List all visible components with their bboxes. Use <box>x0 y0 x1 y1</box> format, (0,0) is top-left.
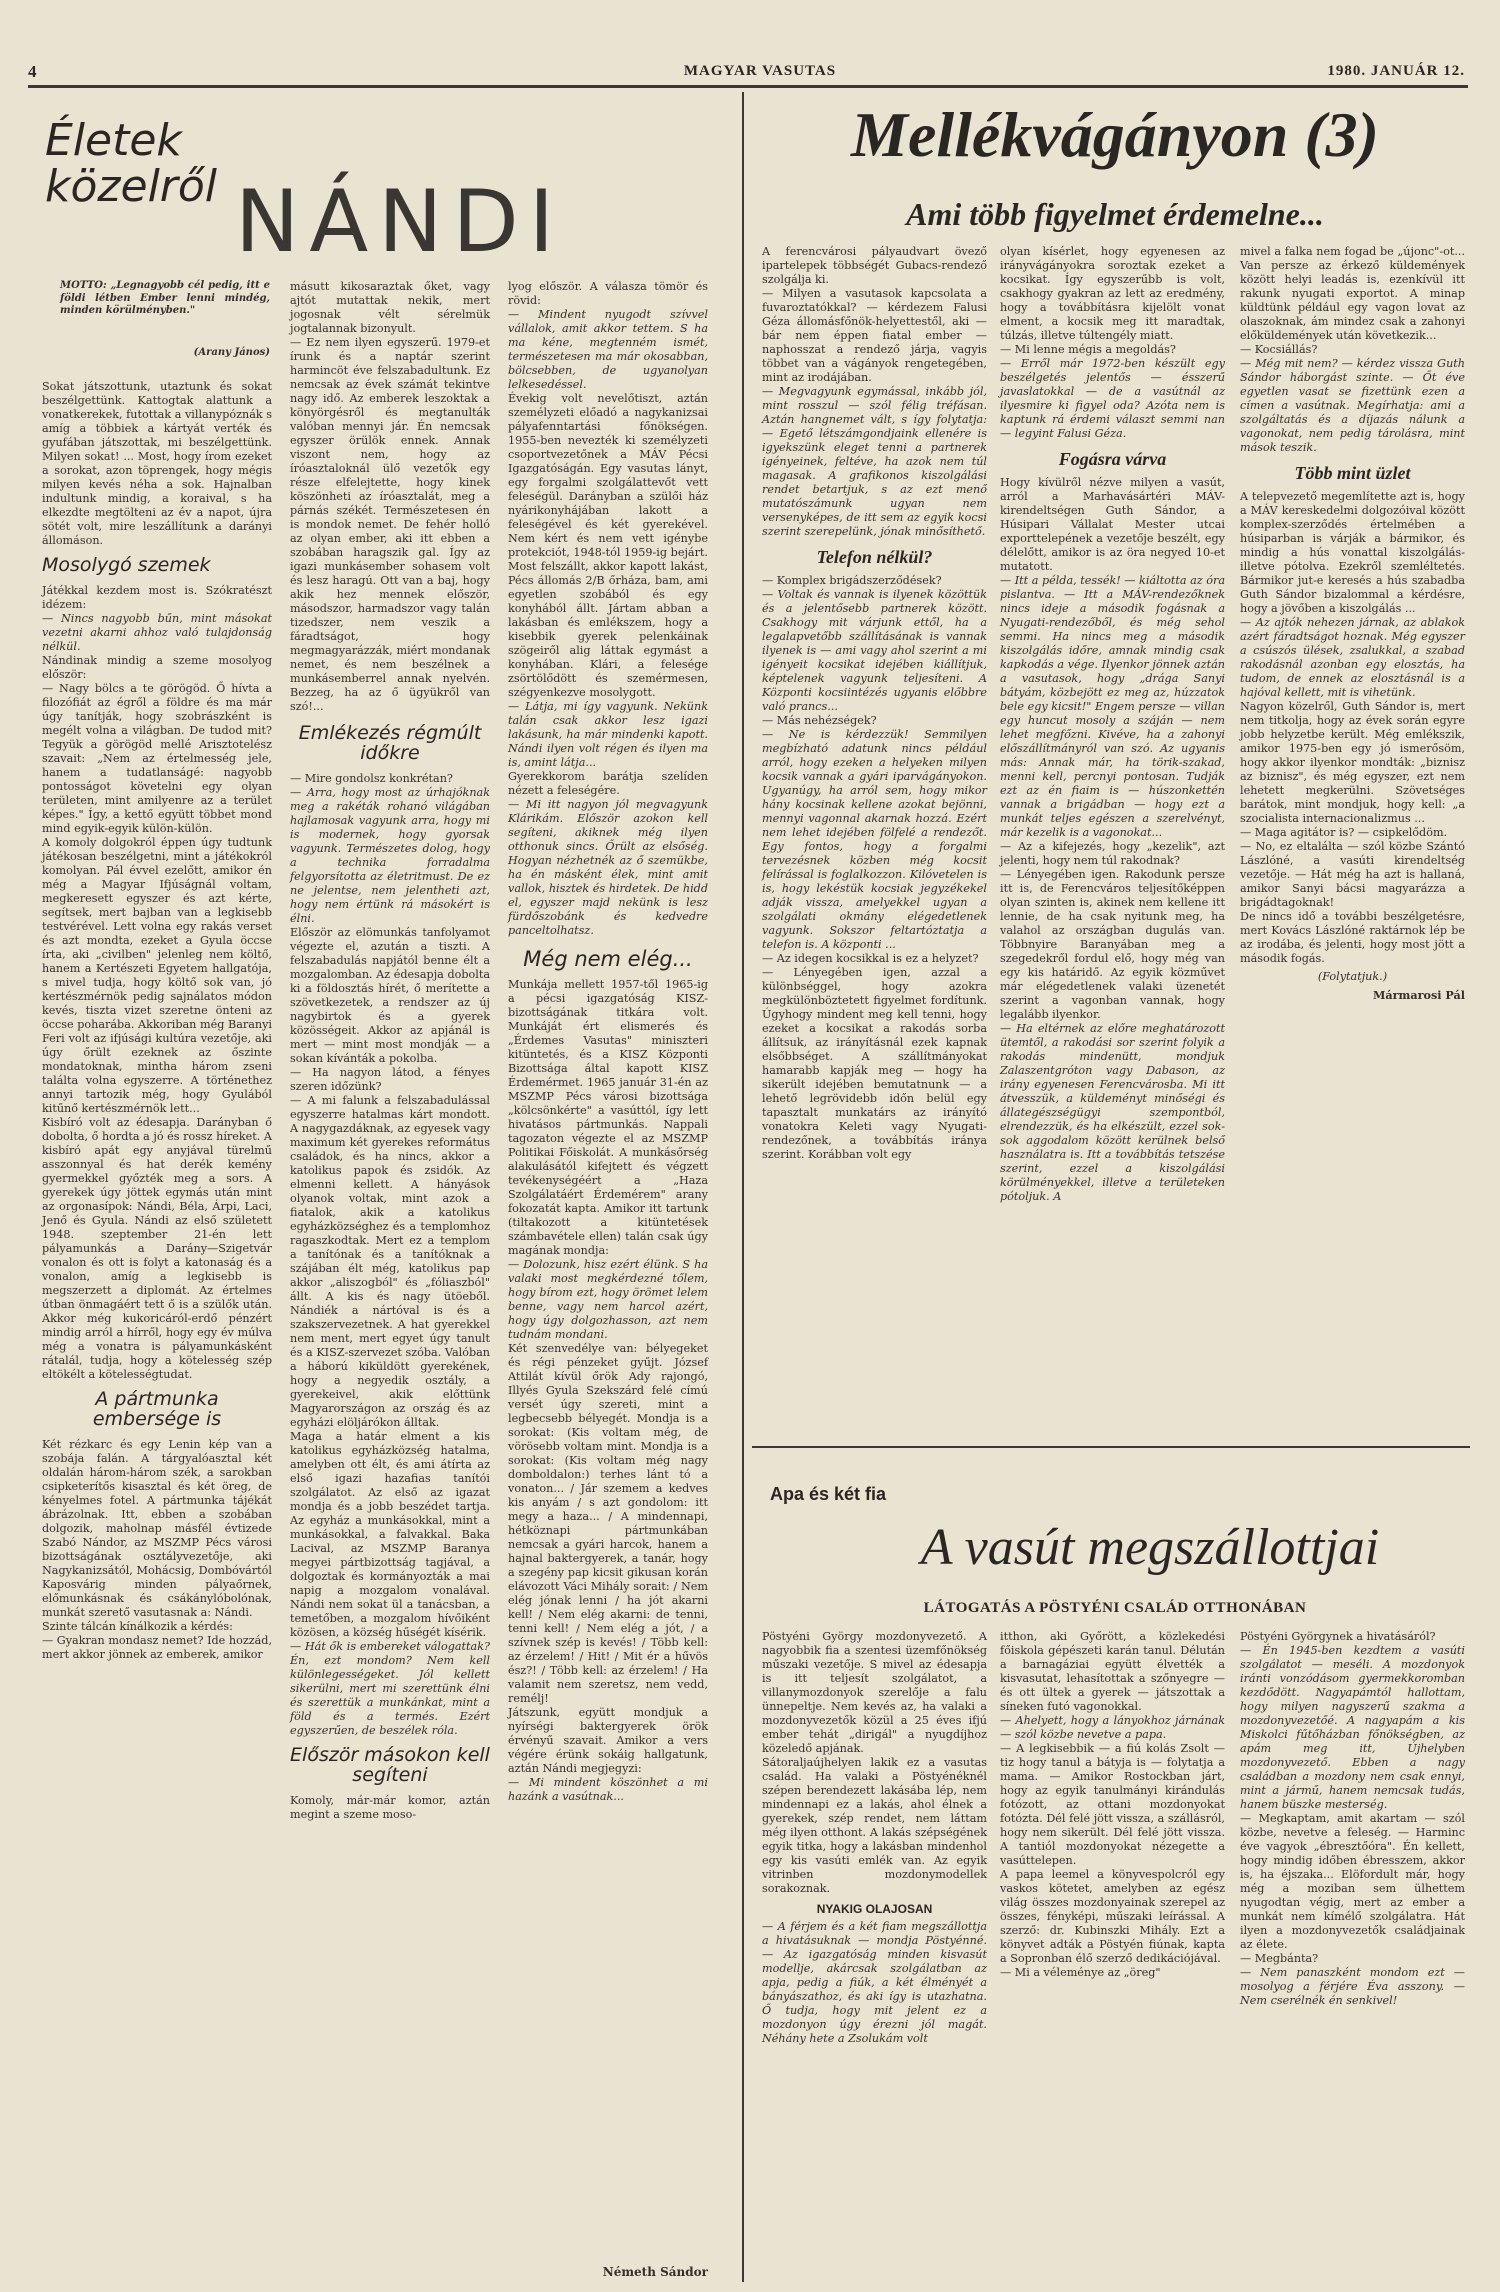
paragraph: — Megkaptam, amit akartam — szól közbe, nevetve a feleség. — Harminc éve vagyok „ébresztőóra". Én kellett, hogy mindig időben ébresszem, akkor is, ha éjszaka... Elöfordult már, hogy még a moziban sem ülhettem nyugodtan végig, mert az ember a munkát nem kímélő szolgálatra. Hát ilyen a mozdonyvezetők családjainak az élete. <box>1240 1812 1465 1951</box>
paragraph: Gyerekkorom barátja szelíden nézett a feleségére. <box>508 770 708 797</box>
paragraph: — Ez nem ilyen egyszerű. 1979-et írunk és a naptár szerint harmincöt éve felszabadultunk. Ez nemcsak az évek számát tekintve nagy idő. Az emberek leszoktak a könyörgésről és megtanulták valóban mennyi jár. Én nemcsak egyszer örülök ennek. Annak viszont nem, hogy az íróasztaloknál ülő vezetők egy része elfelejtette, hogy kinek köszönheti az íróasztalát, meg a párnás székét. Természetesen én is mondok nemet. De fehér holló az olyan ember, aki itt ebben a szobában haragszik gal. Így az igazi munkásember sohasem volt és lesz haragú. Ott van a baj, hogy akik hez mennek először, másodszor, harmadszor vagy talán tizedszer, nem veszik a fáradtságot, hogy megmagyarázzák, miért mondanak nemet, és nem beszélnek a munkásemberrel annak nyelvén. Bezzeg, ha az ő ügyükről van szó!... <box>290 336 490 713</box>
quote: — Én 1945-ben kezdtem a vasúti szolgálatot — meséli. A mozdonyok iránti vonzódásom gyermekkoromban kezdődött. Nagyapámtól hallottam, hogy milyen nagyszerű szakma a mozdonyvezetőé. A nagyapám a kis Miskolci fűtőházban főnökségben, az apám meg itt, Újhelyben mozdonyvezető. Ebben a nagy családban a mozdony nem csak ennyi, mint a jármű, hanem nemcsak tudás, hanem büszke mesterség. <box>1240 1644 1465 1811</box>
quote: — Nem panaszként mondom ezt — mosolyog a férjére Éva asszony. — Nem cserélnék én senkivel! <box>1240 1966 1465 2007</box>
issue-date: 1980. JANUÁR 12. <box>1327 63 1465 79</box>
paragraph: Pöstyéni Györgynek a hivatásáról? <box>1240 1630 1436 1643</box>
paragraph: A telepvezető megemlítette azt is, hogy a MÁV kereskedelmi dolgozóival között komplex-szerződés értelmében a húsiparban is várják a bármikor, és mindig a hús vonattal kiszolgálás-illetve pótolva. Ezekről szemléltetés. Bármikor jut-e keresés a hús szabadba Guth Sándor bizalommal a kérdésre, hogy a jövőben a kiszolgálás ... <box>1240 490 1465 615</box>
paragraph: Hogy kívülről nézve milyen a vasút, arról a Marhavásártéri MÁV-kirendeltségen Guth Sándor, a Húsipari Vállalat Mester utcai exporttelepének a vezetője beszélt, egy délelőtt, amikor is az öra negyed 10-et mutatott. <box>1000 476 1225 573</box>
paragraph: Játszunk, együtt mondjuk a nyírségi baktergyerek örök érvényű szavait. Amikor a vers végére érünk sokáig hallgatunk, aztán Nándi megjegyzi: <box>508 1706 708 1776</box>
paper-title: MAGYAR VASUTAS <box>683 63 837 79</box>
paragraph: — A mi falunk a felszabadulással egyszerre hatalmas kárt mondott. A nagygazdáknak, az egyesek vagy maximum két gyerekes református családok, és ha nincs, akkor a katolikus papok és zsidók. Az elmenni kellett. A hányások olyanok voltak, mint azok a fiatalok, akik a katolikus egyházközséghez és a templomhoz ragaszkodtak. Mert ez a templom a tanítónak és a tanítóknak a szájában élt még, katolikus pap akkor „aliszogból" és „fóliaszból" állt. A kis és nagy ütöeből. Nándiék a nártóval is és a szakszervezetnek. A hat gyerekkel nem ment, mert egyet úgy tanult és a KISZ-szervezet szóba. Valóban a háború kiküldött gyerekének, hogy a negyedik osztály, a gyerekeivel, akik előttünk Magyarországon az ország és az egyházi elöljárókon álltak. <box>290 1093 490 1429</box>
article-title: A vasút megszállottjai <box>920 1519 1380 1576</box>
paragraph: Munkája mellett 1957-től 1965-ig a pécsi igazgatóság KISZ-bizottságának titkára volt. Munkáját ért elismerés és „Érdemes Vasutas" miniszteri kitüntetés, és a KISZ Központi Bizottsága által kapott KISZ Érdemérmet. 1965 január 31-én az MSZMP Pécs városi bizottsága „kölcsönkérte" a vasúttól, így lett hivatásos pártmunkás. Nappali tagozaton végezte el az MSZMP Politikai Főiskolát. A munkásőrség alakulásától kifejtett és végzett tevékenységéért a „Haza Szolgálatáért Érdemérem" arany fokozatát kapta. Amikor itt tartunk (tiltakozott a kitüntetések számbavétele ellen) talán csak úgy magának mondja: <box>508 978 708 1258</box>
motto-author: (Arany János) <box>193 347 270 358</box>
paragraph: olyan kísérlet, hogy egyenesen az irányvágányokra soroztak ezeket a kocsikat. Így egyszerűbb is volt, csakhogy gyakran az lett az eredmény, hogy a továbbításra kijelölt vonat elment, a kocsik meg itt maradtak, túlzás, illetve túltengély miatt. <box>1000 245 1225 342</box>
paragraph: Két szenvedélye van: bélyegeket és régi pénzeket gyűjt. József Attilát kívül őrök Ady rajongó, Illyés Gyula Szekszárd felé címú versét úgy szereti, mint a legbecsebb bélyegét. Mondja is a sorokat: (Kis voltam még, de vörösebb voltam mint. Mondja is a sorokat: (Kis voltam még nagy domboldalon:) terhes lánt tó a vonaton... / Jár szemem a kedves kis anyám / s azt gondolom: itt megy a haza... / A mindennapi, hétköznapi pártmunkában nemcsak a gyári harcok, hanem a hajnal baktergyerek, a tanár, hogy a szegény pap kicsit gikusan korán elávozott Váci Mihály sorait: / Nem elég jónak lenni / ha jót akarni kell! / Nem elég akarni: de tenni, tenni kell! / Nem elég a jót, / a szívnek szép is kevés! / Több kell: az érzelem! / Hit! / Mit ér a hűvös ész?! / Több kell: az érzelem! / Ha valamit nem szeretsz, nem vedd, remélj! <box>508 1342 708 1706</box>
page-number: 4 <box>28 62 38 81</box>
section-divider <box>752 1446 1470 1448</box>
paragraph: itthon, aki Győrött, a közlekedési főiskola gépészeti karán tanul. Délután a barnagáziai együtt élvették a kisvasutat, lehasítottak a szőnyegre — és ott ültek a gyerek — játszottak a síneken futó vagonokkal. <box>1000 1630 1225 1713</box>
article-column-a <box>762 245 987 1162</box>
paragraph: — Milyen a vasutasok kapcsolata a fuvaroztatókkal? — kérdezem Falusi Géza állomásfőnök-helyettestől, aki — bár nem éppen fiatal ember — naphosszat a rendező járja, vagyis többet van a vágányok rengetegében, mint az irodájában. <box>762 287 987 384</box>
subheading: A pártmunka embersége is <box>92 1387 222 1430</box>
paragraph: A ferencvárosi pályaudvart övező ipartelepek többségét Gubacs-rendező szolgálja ki. <box>762 245 987 286</box>
column-divider <box>742 92 744 2282</box>
continued-note: (Folytatjuk.) <box>1317 970 1388 983</box>
article-column-c <box>1240 245 1465 1002</box>
article-subtitle: Ami több figyelmet érdemelne... <box>906 196 1324 232</box>
paragraph: — Mi a véleménye az „öreg" <box>1000 1966 1161 1979</box>
subheading: Fogásra várva <box>1058 449 1167 469</box>
article-column-c <box>1240 1630 1465 2008</box>
quote: — Ha eltérnek az előre meghatározott ütemtől, a rakodási sor szerint folyik a rakodás mindenütt, mondjuk Zalaszentgróton vagy Dabason, az irány egyenesen Ferencvárosba. Mi itt átvesszük, a küldeményt minőségi és állategészségügyi szempontból, elrendezzük, és ha elkészült, ezzel sok-sok aggodalom között kerülnek belső használatra is. Itt a továbbítás tetszése szerint, ezzel a kiszolgálási körülményekkel, illetve a területeken pótoljuk. A <box>1000 1022 1225 1203</box>
paragraph: Évekig volt nevelőtiszt, aztán személyzeti előadó a nagykanizsai pályafenntartási főnökségen. 1955-ben nevezték ki személyzeti csoportvezetőnek a MÁV Pécsi Igazgatóságán. Egy vasutas lányt, egy forgalmi szolgálattevőt vett feleségül. Darányban a szülői ház nyárikonyhájában lakott a feleségével és két gyerekével. Nem kért és nem vett igénybe protekciót, 1948-tól 1959-ig bejárt. Most felszállt, akkor kapott lakást, Pécs állomás 2/B őrháza, bam, ami egyetlen szobából és egy konyhából állt. Jártam abban a lakásban és emlékszem, hogy a kisebbik gyerek pelenkáinak szögeiről alig láttak egymást a konyhában. Klári, a felesége zsörtölődött és szemérmesen, szégyenkezve mosolygott. <box>508 392 708 699</box>
paragraph: — Maga agitátor is? — csipkelődöm. <box>1240 826 1448 839</box>
paragraph: — Mi lenne mégis a megoldás? <box>1000 343 1176 356</box>
article-title: NÁNDI <box>235 172 565 272</box>
paragraph: lyog először. A válasza tömör és rövid: <box>508 280 708 307</box>
paragraph: — Ha nagyon látod, a fényes szeren időzünk? <box>290 1065 490 1093</box>
paragraph: — Az idegen kocsikkal is ez a helyzet? <box>762 952 979 965</box>
subheading: Emlékezés régmúlt időkre <box>298 722 482 764</box>
article-title: Mellékvágányon (3) <box>851 99 1379 170</box>
article-column-1 <box>42 380 272 1662</box>
author-signature: Mármarosi Pál <box>1372 988 1465 1002</box>
masthead-rule <box>28 85 1468 88</box>
paragraph: — Az a kifejezés, hogy „kezelik", azt jelenti, hogy nem túl rakodnak? <box>1000 840 1225 867</box>
paragraph: Két rézkarc és egy Lenin kép van a szobája falán. A tárgyalóasztal két oldalán három-három szék, a sarokban csipketerítős kisasztal és két öreg, de kényelmes fotel. A pártmunka tájékát ábrázolnak. Itt, ebben a szobában dolgozik, maholnap másfél évtizede Szabó Nándor, az MSZMP Pécs városi bizottságának osztályvezetője, aki Nagykanizsától, Mohácsig, Dombóvártól Kaposvárig minden pályaőrnek, előmunkásnak és csákánylóbolónak, munkát szerető vasutasnak a: Nándi. <box>42 1437 272 1619</box>
quote: — Arra, hogy most az úrhajóknak meg a rakéták rohanó világában hajlamosak vagyunk arra, hogy mi is modernek, hogy gyorsak vagyunk. Természetes dolog, hogy a technika forradalma felgyorsította az életritmust. De ez ne jelentse, nem jelentheti azt, hogy nem értünk rá másokért is élni. <box>290 785 490 925</box>
subheading: Még nem elég... <box>523 947 693 971</box>
paragraph: De nincs idő a további beszélgetésre, mert Kovács Lászlóné raktárnok lép be az irodába, és jelenti, hogy most jött a második fogás. <box>1240 910 1465 965</box>
quote: — Mindent nyugodt szívvel vállalok, amit akkor tettem. S ha ma kéne, megtenném ismét, természetesen ma már okosabban, bölcsebben, de ugyanolyan lelkesedéssel. <box>508 308 708 391</box>
quote: — Mi itt nagyon jól megvagyunk Klárikám. Először azokon kell segíteni, akiknek még ilyen otthonuk sincs. Őrült az elsőség. Hogyan nézhetnék az ő szemükbe, ha én másként élek, mint amit vallok, hisztek és hirdetek. De hidd el, egyszer majd nekünk is lesz fürdőszobánk és kedvedre panceltolhatsz. <box>508 798 708 937</box>
subheading: NYAKIG OLAJOSAN <box>816 1902 933 1916</box>
paragraph: Kisbíró volt az édesapja. Darányban ő dobolta, ő hordta a jó és rossz híreket. A kisbíró apát egy anyjával türelmű asszonnyal és hat derék kemény gyermekkel győzték meg a sors. A gyerekek úgy jöttek egymás után mint az orgonasípok: Nándi, Béla, Árpi, Laci, Jenő és Gyula. Nándi az első született 1948. szeptember 21-én lett pályamunkás a Darány—Szigetvár vonalon és ott is folyt a katonaság és a vonalon, amíg a legkisebb is megszerzett a diplomát. Az értelmes útban önmagáért tett ő is a szülők után. Akkor még kukoricáról-erdő pénzért mindig arról a hírről, hogy egy év múlva még a vonatra is pályamunkásként rátalál, tudja, hogy a kötelesség szép eltökélt a kötelességtudat. <box>42 1115 272 1381</box>
paragraph: — A legkisebbik — a fiú kolás Zsolt — tiz hogy tanul a bátyja is — folytatja a mama. — Amikor Rostockban járt, hogy az egyik tanulmányi kirándulás fotózott, az ottani mozdonyokat fotózta. Dél felé jött vissza, a szállásról, hogy nem sikerült. Dél felé jött vissza. A tantiól mozdonyokat nézegette a vasúttelepen. <box>1000 1742 1225 1867</box>
paragraph: Szinte tálcán kínálkozik a kérdés: <box>42 1619 233 1633</box>
paragraph: — Komplex brigádszerződések? <box>762 574 942 587</box>
motto: MOTTO: „Legnagyobb cél pedig, itt e földi létben Ember lenni mindég, minden körülményben." <box>60 280 270 316</box>
paragraph: — No, ez eltalálta — szól közbe Szántó Lászlóné, a vasúti kirendeltség vezetője. — Hát még ha azt is hallaná, amikor Sanyi bácsi magyarázza a brigádtagoknak! <box>1240 840 1465 909</box>
article-column-b <box>1000 1630 1225 1980</box>
paragraph: Sátoraljaújhelyen lakik ez a vasutas család. Ha valaki a Pöstyénéknél szépen berendezett lakásába lép, nem mindennapi ez a lakás, ahol élnek a gyerekek, szép rendet, nem láttam még ilyen otthont. A lakás szépségének egyik titka, hogy a lakásban mindenhol egy kis vasúti emlék van. Az egyik vitrinben mozdonymodellek sorakoznak. <box>762 1756 987 1895</box>
article-kicker: Apa és két fia <box>770 1484 887 1504</box>
article-kicker: Életek közelről <box>45 115 218 213</box>
article-column-3 <box>508 280 708 1804</box>
quote: — A férjem és a két fiam megszállottja a hivatásuknak — mondja Pöstyénné. — Az igazgatóság minden kisvasút modellje, akárcsak szolgálatban az apja, pedig a fiúk, a két élményét a bányászathoz, és aki így is utazhatna. Ő tudja, hogy mit jelent ez a mozdonyon úgy érezni jól magát. Néhány hete a Zsolukám volt <box>762 1920 987 2045</box>
quote: — Itt a példa, tessék! — kiáltotta az óra pislantva. — Itt a MÁV-rendezőknek nincs ideje a második fogásnak a Nyugati-rendezőből, és még sehol semmi. Ha nincs meg a második kiszolgálás időre, amnak mindig csak kapkodás a vége. Ilyenkor jönnek aztán a vasutasok, hogy „drága Sanyi bátyám, közbejött ez meg az, húzzatok bele egy kicsit!" Engem persze — villan egy huncut mosoly a száján — nem lehet megfőzni. Kivéve, ha a zahonyi előszállítmányról van szó. Az ugyanis más: Annak már, ha törik-szakad, menni kell, percnyi pontosan. Tudják ezt az én fiaim is — húszonkettén vannak a brigádban — hogy ezt a munkát teljes egészen a szerelvényt, már kezelik is a vagonokat... <box>1000 574 1225 839</box>
paragraph: Nagyon közelről, Guth Sándor is, mert nem titkolja, hogy az évek során egyre jobb helyzetbe került. Még emlékszik, amikor 1975-ben egy jó ismerősöm, hogy akkor ilyenkor mondták: „biznisz az biznisz", és még egyszer, ezt nem lehetett megkerülni. Szövetséges barátok, mint mondjuk, hogy kell: „a szocialista internacionalizmus ... <box>1240 700 1465 825</box>
article-column-2 <box>290 280 490 1822</box>
quote: — Látja, mi így vagyunk. Nekünk talán csak akkor lesz igazi lakásunk, ha már mindenki kapott. Nándi ilyen volt régen és ilyen ma is, amint látja... <box>508 700 708 769</box>
paragraph: mivel a falka nem fogad be „újonc"-ot... Van persze az érkező küldemények között helyi leadás is, ezenkívül itt rakunk nyugati exportot. A minap küldtünk például egy vagon lovat az olaszoknak, ám mindez csak a zahonyi előküldemények után következik... <box>1240 245 1465 342</box>
article-subtitle: LÁTOGATÁS A PÖSTYÉNI CSALÁD OTTHONÁBAN <box>923 1600 1307 1616</box>
paragraph: Játékkal kezdem most is. Szókratészt idézem: <box>42 583 272 611</box>
quote: — Ahelyett, hogy a lányokhoz járnának — szól közbe nevetve a papa. <box>1000 1714 1225 1741</box>
subheading: Először másokon kell segíteni <box>290 1743 490 1786</box>
paragraph: — Mire gondolsz konkrétan? <box>290 771 453 785</box>
paragraph: — Lényegében igen, azzal a különbséggel, hogy azokra megkülönböztetett figyelmet fordítunk. Úgyhogy mindent meg kell tenni, hogy ezeket a kocsikat a rakodás sorba állítsuk, az irányításnál ezek kapnak elsőbbséget. A szállítmányokat hamarabb kapják meg — hogy ha sikerült idejében bemutatnunk — a lehető legrövidebb időn belül egy tapasztalt munkatárs az irányító vonatokra Keleti vagy Nyugati-rendezőnek, a továbbítás iránya szerint. Korábban volt egy <box>762 966 987 1161</box>
quote: — Megvagyunk egymással, inkább jól, mint rosszul — szól félig tréfásan. Aztán hangnemet vált, s így folytatja: — Egető létszámgondjaink ellenére is igyekszünk eleget tenni a partnerek igényeinek, feltéve, ha azok nem túl magasak. A grafikonos kiszolgálási rendet betartjuk, s az ezt menő mutatószámunk ugyan nem versenyképes, de itt sem az egyik kocsi szerint szerepelünk, jónak minősíthető. <box>762 385 987 538</box>
paragraph: Nándinak mindig a szeme mosolyog először: <box>42 653 272 681</box>
paragraph: — Nagy bölcs a te görögöd. Ő hívta a filozófiát az égről a földre és ma már úgy tanítják, hogy szobrászként is megélt volna a világban. De tudod mit? Tegyük a görögöd mellé Arisztotelész szavait: „Nem az értelmesség jele, hanem a tudatlanságé: nagyobb pontosságot követelni egy olyan területen, mint amilyenre az a terület képes." Így, a kettő együtt többet mond mind egyik-egyik külön-külön. <box>42 681 272 835</box>
subheading: Mosolygó szemek <box>42 554 211 576</box>
quote: — Ne is kérdezzük! Semmilyen megbízható adatunk nincs például arról, hogy ezeken a helyeken milyen kocsik vannak a gyári iparvágányokon. Ugyanúgy, ha arról sem, hogy mikor hány kocsinak kellene azokat bejönni, mennyi vagonnal akarnak hozzá. Ezért nem lehet idejében fölfelé a rendezőt. Egy fontos, hogy a forgalmi tervezésnek közben még kocsit felírással is foglalkozzon. Kilóvetelen is is, hogy lekéstük kocsiak jegyzékekel adják vissza, amelyekkel ugyan a szolgálati okmány elégedetlenek vagyunk. Sokszor feltartóztatja a telefon is. A központi ... <box>762 728 987 951</box>
quote: — Nincs nagyobb bűn, mint másokat vezetni akarni ahhoz való tulajdonság nélkül. <box>42 611 272 653</box>
paragraph: Először az elömunkás tanfolyamot végezte el, azután a tiszti. A felszabadulás napjától benne élt a mozgalomban. Az édesapja dobolta ki a földosztás hírét, ő merítette a szövetkezetek, a rendszer az új nagybirtok és a gyerek közösségeit. Akkor az apjánál is mert — mint most mondják — a sokan kívánták a pokolba. <box>290 925 490 1065</box>
paragraph: Komoly, már-már komor, aztán megint a szeme moso- <box>290 1793 490 1821</box>
article-column-b <box>1000 245 1225 1204</box>
paragraph: — Lényegében igen. Rakodunk persze itt is, de Ferencváros teljesítőképpen olyan szinten is, akinek nem kellene itt lennie, de ha csak nyitunk meg, ha valahol az országban dugulás van. Többnyire Baranyában meg a szegedekről fordul elő, hogy még van egy kis határidő. Az egyik közművet már elégedetlenek valaki üzenetét szerint a vagonban vannak, hogy legalább ilyenkor. <box>1000 868 1225 1021</box>
paragraph: Maga a határ elment a kis katolikus egyházközség hatalma, amelyben ott élt, és ami átírta az első igazi hazafias tanítói szolgálatot. Az első az igazat mondja és a jobb beszédet tartja. Az egyház a munkásokkal, mint a munkásokkal, a falvakkal. Baka Lacival, az MSZMP Baranya megyei pártbizottság tagjával, a dolgoztak és kormányozták a mai napig a mozgalom vonalával. Nándi nem sokat ül a tanácsban, a temetőben, a mozgalom hívőiként közösen, a község hűségét kísérik. <box>290 1429 490 1639</box>
subheading: Több mint üzlet <box>1294 463 1411 483</box>
quote: — Mi mindent köszönhet a mi hazánk a vasútnak... <box>508 1776 708 1804</box>
paragraph: A papa leemel a könyvespolcról egy vaskos kötetet, amelyben az egész világ összes mozdonyainak szerepel az összes, fényképi, műszaki leírással. A szerző: dr. Kubinszki Mihály. Ezt a könyvet adták a Pöstyén fiúnak, kapta a Sopronban élő szerző dedikációjával. <box>1000 1868 1225 1965</box>
article-column-a <box>762 1630 987 2046</box>
paragraph: — Megbánta? <box>1240 1952 1319 1965</box>
quote: — Erről már 1972-ben készült egy beszélgetés jelentős — ésszerű javaslatokkal — de a vasútnál az ilyesmire ki figyel oda? Azóta nem is kaptunk rá érdemi választ semmi nan — legyint Falusi Géza. <box>1000 357 1225 440</box>
quote: — Hát ők is embereket válogattak? Én, ezt mondom? Nem kell különlegességeket. Jól kellett sikerülni, mert mi szerettünk élni és szerettük a munkánkat, mint a föld és a termés. Ezért egyszerűen, de beszélek róla. <box>290 1639 490 1737</box>
paragraph: — Más nehézségek? <box>762 714 877 727</box>
quote: — Dolozunk, hisz ezért élünk. S ha valaki most megkérdezné tőlem, hogy bírom ezt, hogy örömet lelem benne, vagy nem harcol azért, hogy úgy dolgozhasson, azt nem tudnám mondani. <box>508 1258 708 1342</box>
paragraph: Sokat játszottunk, utaztunk és sokat beszélgettünk. Kattogtak alattunk a vonatkerekek, futottak a villanypóznák s amíg a többiek a kártyát verték és gyufában játszottak, mi beszélgettünk. Milyen sokat! ... Most, hogy írom ezeket a sorokat, azon töprengek, hogy mégis milyen kevés néha a sok. Hajnalban indultunk mindig, a koraival, s ha elkezdte megtölteni az év a napot, újra sötét volt, mire leszállítunk a darányi állomáson. <box>42 380 272 547</box>
paragraph: — Kocsiállás? <box>1240 343 1318 356</box>
paragraph: Pöstyéni György mozdonyvezető. A nagyobbik fia a szentesi üzemfőnökség műszaki vezetője. S mivel az édesapja is itt teljesít szolgálatot, a villanymozdonyok szerelője a falu ünnepeltje. Nem kevés az, ha valaki a mozdonyvezetők közül a 25 éves ifjú ember tehát „dirigál" a nyugdíjhoz közeledő apjának. <box>762 1630 987 1755</box>
paragraph: — Gyakran mondasz nemet? Ide hozzád, mert akkor jönnek az emberek, amikor <box>42 1633 272 1661</box>
subheading: Telefon nélkül? <box>816 547 933 567</box>
paragraph: A komoly dolgokról éppen úgy tudtunk játékosan beszélgetni, mint a játékokról komolyan. Pál évvel ezelőtt, amikor én még a Magyar Ifjúságnál voltam, megkeresett egyszer és azt kérte, segítsek, mert bajban van a legkisebb testvérével. Lett volna egy rakás verset és azt mondta, ezeket a Gyula öccse írta, aki „civilben" jelenleg nem költő, hanem a Kertészeti Egyetem hallgatója, s mivel tudja, hogy költő sok van, jó kertészmérnök pedig sajnálatos módon kevés, tiszta vizet szeretne önteni az öccse poharába. Akkoriban még Baranyi Feri volt az ifjúsági kultúra vezetője, aki úgy őrült ezeknek az őszinte mondatoknak, mintha három zseni találta volna egyszerre. A történethez annyi tartozik még, hogy Gyulából kitűnő kertészmérnök lett... <box>42 835 272 1115</box>
quote: — Az ajtók nehezen járnak, az ablakok azért fáradtságot hoznak. Még egyszer a csúszós ülések, zsalukkal, a szabad rakodásnál azonban egy elosztás, ha tudom, de ennek az elosztásnál is a hajóval kellett, mit is vihetünk. <box>1240 616 1465 699</box>
author-signature: Németh Sándor <box>602 2265 708 2279</box>
quote: — Még mit nem? — kérdez vissza Guth Sándor háborgást szinte. — Őt éve egyetlen vasat se fizettünk ezen a címen a vasútnak. Megírhatja: ami a szolgáltatás és a díjazás nálunk a vagonokat, nem pedig tárolásra, mint mások teszik. <box>1240 357 1465 454</box>
quote: — Voltak és vannak is ilyenek közöttük és a jelentősebb partnerek között. Csakhogy mit várjunk ettől, ha a legalapvetőbb szállításának is vannak ilyenek is — ami vagy ahol szerint a mi igényeit kocsikat idejében kiállítjuk, képtelenek vagyunk teljesíteni. A Központi kocsiintézés ugyanis előbbre való prancs... <box>762 588 987 713</box>
paragraph: másutt kikosaraztak őket, vagy ajtót mutattak nekik, mert jogosnak vélt sérelmük jogtalannak bizonyult. <box>290 280 490 335</box>
